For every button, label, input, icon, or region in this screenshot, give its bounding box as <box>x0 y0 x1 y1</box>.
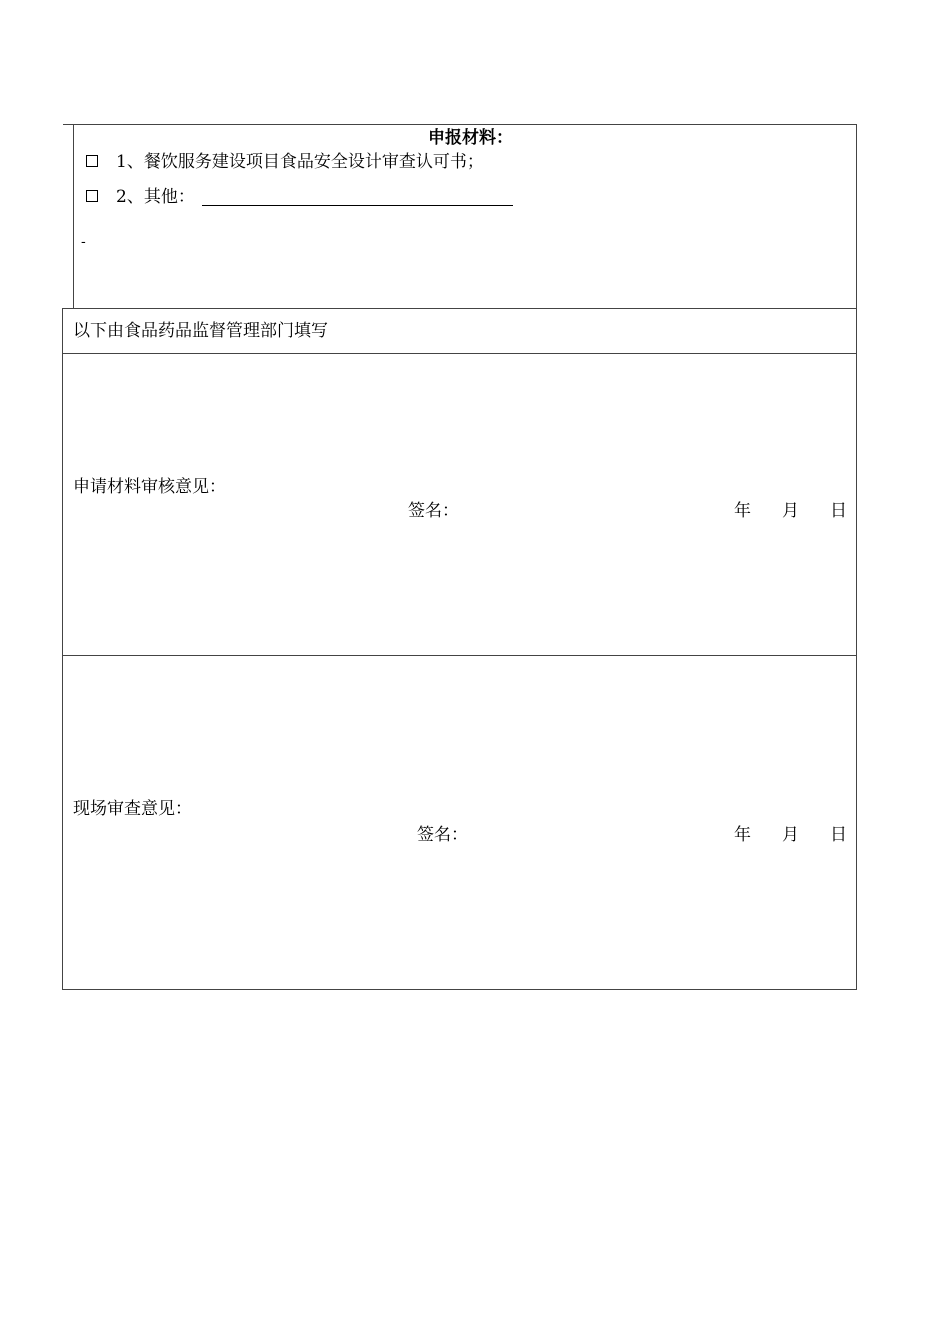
table-top-border <box>73 124 857 125</box>
inspection-day-label: 日 <box>830 825 847 845</box>
review-day-label: 日 <box>830 501 847 521</box>
table-right-border <box>856 124 857 990</box>
materials-title: 申报材料： <box>428 128 513 148</box>
materials-left-border <box>73 124 74 309</box>
stray-mark: - <box>81 234 86 250</box>
material-item-1-checkbox[interactable] <box>86 155 98 167</box>
table-left-border <box>62 308 63 990</box>
review-signature-label: 签名： <box>408 501 459 521</box>
row-divider-3 <box>62 655 857 656</box>
dept-section-header: 以下由食品药品监督管理部门填写 <box>73 321 328 341</box>
material-item-2-label: 2、其他： <box>116 187 195 207</box>
table-bottom-border <box>62 989 857 990</box>
inspection-month-label: 月 <box>782 825 799 845</box>
other-materials-input-line[interactable] <box>202 205 513 206</box>
table-top-left-tick <box>63 124 73 125</box>
material-item-1-label: 1、餐饮服务建设项目食品安全设计审查认可书； <box>116 152 484 172</box>
row-divider-2 <box>62 353 857 354</box>
review-opinion-label: 申请材料审核意见： <box>73 477 226 497</box>
review-year-label: 年 <box>734 501 751 521</box>
inspection-signature-label: 签名： <box>417 825 468 845</box>
material-item-2-checkbox[interactable] <box>86 190 98 202</box>
review-month-label: 月 <box>782 501 799 521</box>
row-divider-1 <box>62 308 857 309</box>
inspection-year-label: 年 <box>734 825 751 845</box>
inspection-opinion-label: 现场审查意见： <box>73 799 192 819</box>
